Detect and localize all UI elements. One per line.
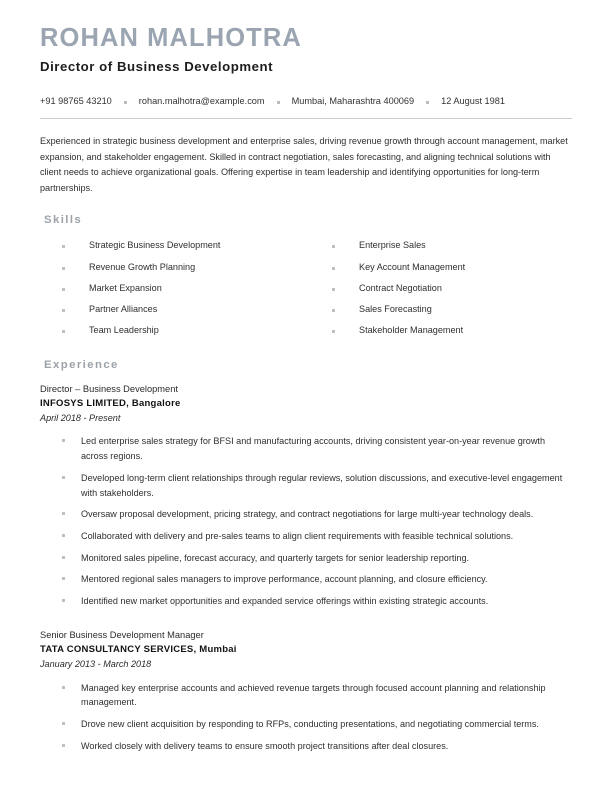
professional-summary: Experienced in strategic business development and enterprise sales, driving revenue growth through account management, market expansion, and stakeholder engagement. Skilled in contract negotiation, sales forecasting, and aligning technical solutions with client needs to achieve organizational goals. Offering expertise in team leadership and identifying opportunities for long-term partnerships. <box>40 136 568 194</box>
square-bullet-icon <box>62 512 65 515</box>
experience-bullet-text: Oversaw proposal development, pricing strategy, and contract negotiations for large multi-year technology deals. <box>81 509 534 520</box>
square-bullet-icon <box>62 744 65 747</box>
list-item <box>310 320 572 341</box>
square-bullet-icon <box>62 245 65 248</box>
skill-label: Enterprise Sales <box>359 240 426 251</box>
contact-phone: +91 98765 43210 <box>40 96 112 107</box>
experience-company: INFOSYS LIMITED, Bangalore <box>40 397 181 409</box>
contact-email: rohan.malhotra@example.com <box>138 96 265 107</box>
skill-label: Sales Forecasting <box>359 303 432 314</box>
list-item <box>310 257 572 278</box>
experience-dates: January 2013 - March 2018 <box>40 659 152 670</box>
experience-bullet-text: Drove new client acquisition by responding to RFPs, conducting presentations, and negotiating commercial terms. <box>81 719 539 730</box>
skill-label: Revenue Growth Planning <box>89 261 196 272</box>
square-bullet-icon <box>62 476 65 479</box>
list-item <box>40 278 310 299</box>
experience-role: Director – Business Development <box>40 383 178 394</box>
experience-bullet-text: Mentored regional sales managers to improve performance, account planning, and closure efficiency. <box>81 574 488 585</box>
skill-label: Contract Negotiation <box>359 282 442 293</box>
list-item <box>310 236 572 257</box>
skill-label: Stakeholder Management <box>359 325 464 336</box>
experience-dates: April 2018 - Present <box>40 413 121 424</box>
square-bullet-icon <box>62 439 65 442</box>
square-bullet-icon <box>62 577 65 580</box>
square-bullet-icon <box>62 330 65 333</box>
experience-bullet-text: Identified new market opportunities and expanded service offerings within existing strategic accounts. <box>81 596 489 607</box>
experience-bullet-text: Monitored sales pipeline, forecast accuracy, and quarterly targets for senior leadership reporting. <box>81 552 470 563</box>
skills-section-heading: Skills <box>44 213 83 226</box>
list-item <box>40 551 572 573</box>
list-item <box>40 471 572 507</box>
contact-location: Mumbai, Maharashtra 400069 <box>291 96 415 107</box>
experience-entry <box>40 629 572 761</box>
list-item <box>40 434 572 470</box>
list-item <box>40 320 310 341</box>
experience-company: TATA CONSULTANCY SERVICES, Mumbai <box>40 643 237 655</box>
contact-date-of-birth: 12 August 1981 <box>441 96 505 107</box>
experience-bullet-list <box>40 681 572 761</box>
resume-header <box>40 24 572 75</box>
experience-bullet-text: Managed key enterprise accounts and achieved revenue targets through focused account planning and relationship management. <box>81 682 546 708</box>
square-bullet-icon <box>62 686 65 689</box>
list-item <box>40 236 310 257</box>
experience-role: Senior Business Development Manager <box>40 629 204 640</box>
square-bullet-icon <box>62 267 65 270</box>
list-item <box>40 717 572 739</box>
square-bullet-icon <box>332 267 335 270</box>
square-bullet-icon <box>277 101 280 104</box>
list-item <box>40 681 572 717</box>
square-bullet-icon <box>332 309 335 312</box>
square-bullet-icon <box>426 101 429 104</box>
list-item <box>40 257 310 278</box>
experience-bullet-text: Collaborated with delivery and pre-sales teams to align client requirements with feasible technical solutions. <box>81 530 514 541</box>
square-bullet-icon <box>332 245 335 248</box>
list-item <box>310 299 572 320</box>
experience-bullet-text: Led enterprise sales strategy for BFSI and manufacturing accounts, driving consistent year-on-year revenue growth across regions. <box>81 436 546 462</box>
candidate-job-title: Director of Business Development <box>40 59 274 75</box>
list-item <box>40 739 572 761</box>
candidate-name: ROHAN MALHOTRA <box>40 24 302 52</box>
skill-label: Team Leadership <box>89 325 159 336</box>
skill-label: Key Account Management <box>359 261 466 272</box>
skills-grid <box>40 236 572 342</box>
experience-section-heading: Experience <box>44 358 119 371</box>
square-bullet-icon <box>62 556 65 559</box>
square-bullet-icon <box>62 534 65 537</box>
list-item <box>40 507 572 529</box>
square-bullet-icon <box>332 288 335 291</box>
skill-label: Strategic Business Development <box>89 240 221 251</box>
square-bullet-icon <box>62 288 65 291</box>
contact-row <box>40 96 572 108</box>
square-bullet-icon <box>62 309 65 312</box>
header-divider <box>40 118 572 119</box>
square-bullet-icon <box>124 101 127 104</box>
square-bullet-icon <box>332 330 335 333</box>
square-bullet-icon <box>62 722 65 725</box>
experience-entry <box>40 383 572 616</box>
list-item <box>310 278 572 299</box>
list-item <box>40 299 310 320</box>
list-item <box>40 529 572 551</box>
list-item <box>40 572 572 594</box>
experience-bullet-text: Worked closely with delivery teams to ensure smooth project transitions after deal closures. <box>81 740 449 751</box>
square-bullet-icon <box>62 599 65 602</box>
experience-bullet-text: Developed long-term client relationships through regular reviews, solution discussions, and executive-level engagement with stakeholders. <box>81 472 563 498</box>
skill-label: Market Expansion <box>89 282 162 293</box>
skill-label: Partner Alliances <box>89 303 158 314</box>
list-item <box>40 594 572 616</box>
experience-bullet-list <box>40 434 572 615</box>
